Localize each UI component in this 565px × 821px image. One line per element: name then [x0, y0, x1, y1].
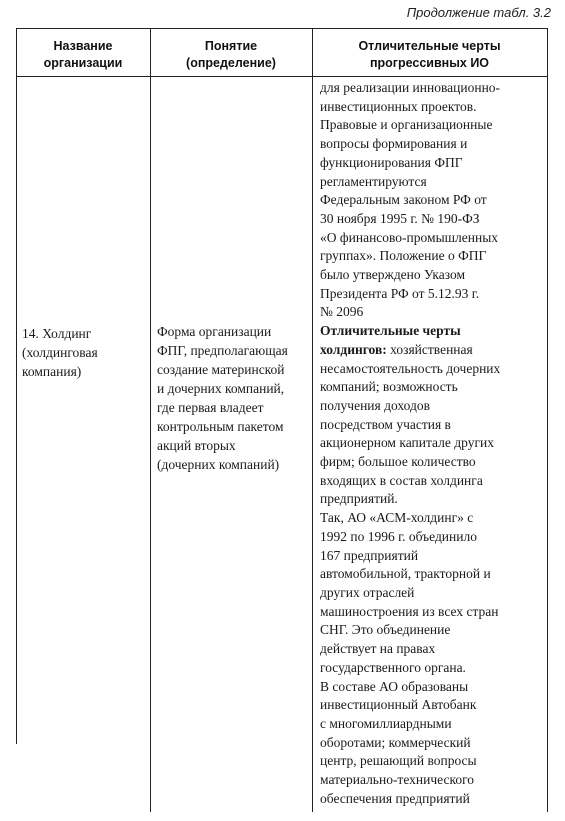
text-line: Президента РФ от 5.12.93 г.	[320, 285, 480, 301]
header-bottom-border	[16, 76, 548, 77]
text-line: где первая владеет	[157, 400, 264, 415]
text-line: компаний; возможность	[320, 379, 458, 395]
header-distinguishing-features	[312, 38, 547, 72]
text-line: предприятий.	[320, 491, 398, 507]
text-line: инвестиционный Автобанк	[320, 697, 477, 713]
text-line: Так, АО «АСМ-холдинг» с	[320, 510, 474, 526]
text-line: СНГ. Это объединение	[320, 622, 451, 638]
text-line: вопросы формирования и	[320, 136, 468, 152]
header-line: Название	[53, 39, 113, 53]
text-line: центр, решающий вопросы	[320, 753, 477, 769]
text-line: получения доходов	[320, 397, 430, 413]
text-line: Правовые и организационные	[320, 117, 493, 133]
text-line: было утверждено Указом	[320, 267, 466, 283]
header-line: прогрессивных ИО	[369, 56, 490, 70]
text-line: функционирования ФПГ	[320, 154, 463, 170]
text-line: акционерном капитале других	[320, 435, 494, 451]
text-line: и дочерних компаний,	[157, 381, 285, 396]
text-line: несамостоятельность дочерних	[320, 360, 501, 376]
text-line: создание материнской	[157, 362, 285, 377]
header-line: (определение)	[186, 56, 276, 70]
text-line: машиностроения из всех стран	[320, 603, 499, 619]
row-distinguishing-features	[320, 79, 546, 808]
table-right-border	[547, 28, 548, 812]
table-top-border	[16, 28, 548, 29]
text-line: 14. Холдинг	[22, 326, 92, 341]
text-line: государственного органа.	[320, 659, 466, 675]
text-line: В составе АО образованы	[320, 678, 469, 694]
row-organization-name	[22, 324, 148, 381]
text-line: акций вторых	[157, 438, 236, 453]
text-line: (холдинговая	[22, 345, 98, 360]
text-line: ФПГ, предполагающая	[157, 343, 288, 358]
text-line: посредством участия в	[320, 416, 451, 432]
text-line: 30 ноября 1995 г. № 190-ФЗ	[320, 210, 480, 226]
features-heading: Отличительные черты	[320, 323, 461, 339]
column-divider-1	[150, 28, 151, 812]
row-definition	[157, 322, 309, 474]
text-line: № 2096	[320, 304, 364, 320]
table-continuation-caption: Продолжение табл. 3.2	[406, 5, 551, 20]
header-line: организации	[43, 56, 123, 70]
text-line: 167 предприятий	[320, 547, 419, 563]
text-line: Федеральным законом РФ от	[320, 192, 487, 208]
text-line: фирм; большое количество	[320, 454, 476, 470]
text-line: 1992 по 1996 г. объединило	[320, 528, 477, 544]
text-line: входящих в состав холдинга	[320, 472, 483, 488]
text-line: инвестиционных проектов.	[320, 98, 477, 114]
header-concept	[150, 38, 312, 72]
text-line: с многомиллиардными	[320, 715, 452, 731]
text-line: других отраслей	[320, 584, 415, 600]
text-line: «О финансово-промышленных	[320, 229, 499, 245]
text-line: регламентируются	[320, 173, 427, 189]
text-line: оборотами; коммерческий	[320, 734, 471, 750]
text-line: группах». Положение о ФПГ	[320, 248, 487, 264]
text-fragment: хозяйственная	[386, 341, 473, 357]
text-line: (дочерних компаний)	[157, 457, 280, 472]
text-line: компания)	[22, 364, 82, 379]
header-organization-name	[16, 38, 150, 72]
text-line: контрольным пакетом	[157, 419, 284, 434]
text-line: действует на правах	[320, 641, 436, 657]
text-line: автомобильной, тракторной и	[320, 566, 491, 582]
table	[16, 28, 548, 812]
text-line: Форма организации	[157, 324, 272, 339]
header-line: Понятие	[204, 39, 258, 53]
text-line: для реализации инновационно-	[320, 80, 501, 95]
column-divider-2	[312, 28, 313, 812]
text-line: обеспечения предприятий	[320, 790, 470, 806]
text-line: материально-технического	[320, 772, 475, 788]
features-heading-line	[320, 341, 546, 360]
table-left-border	[16, 28, 17, 744]
header-line: Отличительные черты	[358, 39, 501, 53]
features-heading-word: холдингов:	[320, 341, 387, 357]
